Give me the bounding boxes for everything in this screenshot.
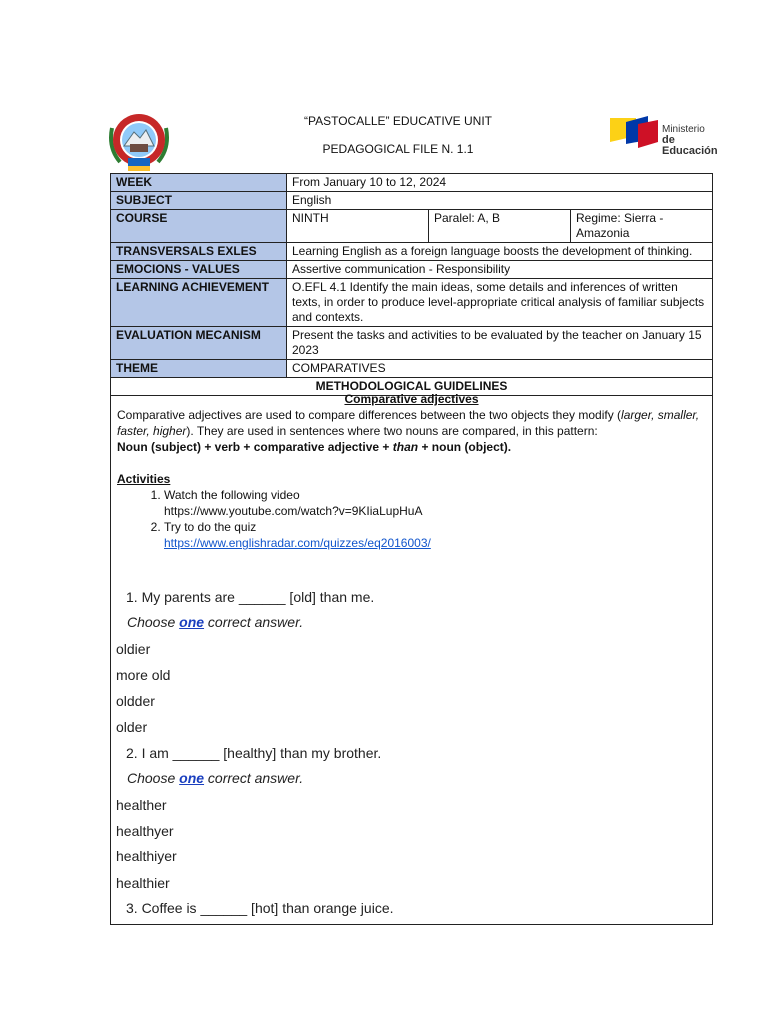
activities-title: Activities: [117, 472, 171, 486]
q1-option-4[interactable]: older: [116, 719, 148, 735]
school-name: “PASTOCALLE” EDUCATIVE UNIT: [303, 114, 493, 128]
subject-label: SUBJECT: [111, 192, 287, 210]
activity1-text: Watch the following video: [164, 488, 300, 502]
emotions-value: Assertive communication - Responsibility: [287, 261, 713, 279]
transversals-value: Learning English as a foreign language boosts the development of thinking.: [287, 243, 713, 261]
q2-option-1[interactable]: healther: [116, 797, 167, 813]
activity1-url: https://www.youtube.com/watch?v=9KIiaLupHuA: [164, 504, 423, 518]
week-label: WEEK: [111, 174, 287, 192]
table-row: [111, 327, 713, 360]
table-row: [111, 261, 713, 279]
pattern-text-end: + noun (object).: [418, 440, 512, 454]
course-value: NINTH: [287, 210, 429, 243]
pattern-than: than: [392, 440, 419, 454]
q1-option-2[interactable]: more old: [116, 667, 171, 683]
q1-option-3[interactable]: oldder: [116, 693, 155, 709]
question-2: 2. I am ______ [healthy] than my brother.: [126, 745, 382, 761]
week-value: From January 10 to 12, 2024: [287, 174, 713, 192]
table-row: [111, 360, 713, 378]
table-row: [111, 243, 713, 261]
q2-option-2[interactable]: healthyer: [116, 823, 174, 839]
guidelines-box: [110, 391, 713, 925]
subject-value: English: [287, 192, 713, 210]
regime-value: Regime: Sierra - Amazonia: [571, 210, 713, 243]
activities-list: [117, 487, 706, 551]
choose-instruction-1: Choose one correct answer.: [127, 614, 304, 630]
guidelines-heading: METHODOLOGICAL GUIDELINES: [111, 378, 713, 396]
quiz-link[interactable]: https://www.englishradar.com/quizzes/eq2016003/: [164, 536, 431, 550]
evaluation-value: Present the tasks and activities to be evaluated by the teacher on January 15 2023: [287, 327, 713, 360]
q1-option-1[interactable]: oldier: [116, 641, 151, 657]
intro-text-end: ). They are used in sentences where two nouns are compared, in this pattern:: [186, 424, 598, 438]
lesson-info-table: [110, 173, 713, 396]
emotions-label: EMOCIONS - VALUES: [111, 261, 287, 279]
table-row: [111, 174, 713, 192]
intro-examples: larger, smaller, faster, higher: [117, 408, 700, 438]
list-item: [164, 519, 706, 551]
q2-option-4[interactable]: healthier: [116, 875, 170, 891]
guide-pattern: [117, 439, 706, 455]
choose-instruction-2: Choose one correct answer.: [127, 770, 304, 786]
ministry-line1: Ministerio: [662, 124, 705, 135]
list-item: [164, 487, 706, 519]
question-3: 3. Coffee is ______ [hot] than orange juice.: [126, 900, 394, 916]
achievement-label: LEARNING ACHIEVEMENT: [111, 279, 287, 327]
pattern-text: Noun (subject) + verb + comparative adjective +: [117, 440, 393, 454]
paralel-value: Paralel: A, B: [429, 210, 571, 243]
guide-intro: [117, 407, 706, 439]
theme-label: THEME: [111, 360, 287, 378]
course-label: COURSE: [111, 210, 287, 243]
ministry-line2: de Educación: [662, 134, 718, 157]
evaluation-label: EVALUATION MECANISM: [111, 327, 287, 360]
table-row: [111, 210, 713, 243]
file-number: PEDAGOGICAL FILE N. 1.1: [322, 142, 474, 156]
activity2-text: Try to do the quiz: [164, 520, 257, 534]
achievement-value: O.EFL 4.1 Identify the main ideas, some details and inferences of written texts, in order to produce level-appropriate critical analysis of familiar subjects and contexts.: [287, 279, 713, 327]
question-1: 1. My parents are ______ [old] than me.: [126, 589, 375, 605]
transversals-label: TRANSVERSALS EXLES: [111, 243, 287, 261]
school-seal-logo: [106, 108, 172, 174]
table-row: [111, 279, 713, 327]
ministry-logo: [606, 112, 728, 158]
table-row: [111, 192, 713, 210]
guide-subtitle: Comparative adjectives: [344, 392, 479, 406]
q2-option-3[interactable]: healthiyer: [116, 848, 177, 864]
intro-text: Comparative adjectives are used to compare differences between the two objects they modify (: [117, 408, 622, 422]
theme-value: COMPARATIVES: [287, 360, 713, 378]
